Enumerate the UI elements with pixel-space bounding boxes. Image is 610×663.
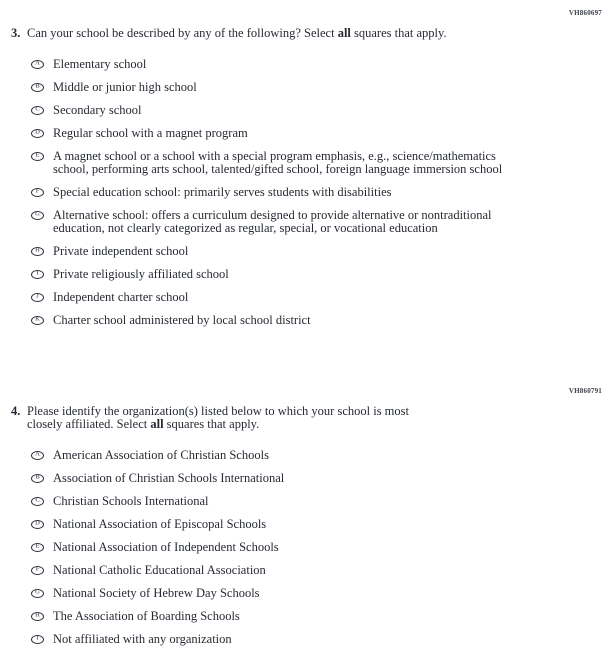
option-label-line: Middle or junior high school [53,79,197,94]
option-label-line: Secondary school [53,102,142,117]
question-form-id: VH860791 [568,386,602,395]
option-row [31,291,610,304]
option-label-line: A magnet school or a school with a special program emphasis, e.g., science/mathematics [53,148,496,163]
option-row [31,186,610,199]
option-row [31,633,610,646]
option-label-line: Special education school: primarily serves students with disabilities [53,184,392,199]
question-text-line [27,405,610,419]
oval-letter: K [35,315,40,323]
option-label-line: education, not clearly categorized as regular, special, or vocational education [53,220,438,235]
option-row [31,150,610,176]
option-row [31,449,610,462]
answer-oval-d[interactable] [31,129,44,138]
option-label [53,541,279,554]
oval-letter: C [35,105,40,113]
answer-oval-h[interactable] [31,247,44,256]
answer-oval-g[interactable] [31,589,44,598]
option-label-line: National Association of Independent Schools [53,539,279,554]
option-label-line: school, performing arts school, talented/gifted school, foreign language immersion school [53,161,503,176]
option-label [53,633,232,646]
answer-oval-a[interactable] [31,451,44,460]
oval-letter: B [35,82,40,90]
option-label [53,291,188,304]
option-row [31,127,610,140]
question-text-segment: all [150,417,164,431]
question-number: 3. [11,26,21,40]
option-label [53,127,248,140]
answer-oval-g[interactable] [31,211,44,220]
answer-oval-b[interactable] [31,474,44,483]
option-label [53,587,260,600]
option-label [53,314,311,327]
option-label-line: National Catholic Educational Association [53,562,266,577]
option-label-line: Regular school with a magnet program [53,125,248,140]
question-text-line [27,418,610,432]
answer-oval-f[interactable] [31,566,44,575]
option-label-line: The Association of Boarding Schools [53,608,240,623]
answer-oval-j[interactable] [31,293,44,302]
oval-letter: E [35,542,40,550]
option-row [31,58,610,71]
option-label [53,104,142,117]
option-label [53,610,240,623]
oval-letter: F [35,187,40,195]
question-header [11,405,610,432]
oval-letter: F [35,565,40,573]
option-label [53,518,266,531]
question-text-segment: Can your school be described by any of the following? Select [27,26,338,40]
option-label-line: Elementary school [53,56,147,71]
option-label-line: National Association of Episcopal Schools [53,516,267,531]
oval-letter: G [35,210,40,218]
answer-oval-k[interactable] [31,316,44,325]
option-label-line: Private independent school [53,243,189,258]
option-label [53,472,284,485]
option-label [53,268,229,281]
oval-letter: B [35,473,40,481]
option-label [53,564,266,577]
question-section-4 [0,327,610,646]
question-text-segment: all [337,26,351,40]
option-row [31,518,610,531]
answer-oval-f[interactable] [31,188,44,197]
option-label-line: Christian Schools International [53,493,209,508]
option-label-line: Association of Christian Schools International [53,470,285,485]
option-row [31,541,610,554]
question-text-segment: closely affiliated. Select [27,417,151,431]
question-text-segment: Please identify the organization(s) listed below to which your school is most [27,403,409,418]
option-row [31,472,610,485]
answer-oval-d[interactable] [31,520,44,529]
oval-letter: I [36,634,39,642]
option-label-line: Alternative school: offers a curriculum designed to provide alternative or nontraditional [53,207,492,222]
question-form-id: VH860697 [568,9,602,17]
option-label [53,449,269,462]
question-text [27,27,610,41]
option-label [53,209,492,235]
option-label-line: Independent charter school [53,289,189,304]
option-label [53,81,197,94]
option-label [53,186,391,199]
answer-oval-b[interactable] [31,83,44,92]
option-row [31,268,610,281]
question-text-segment: squares that apply. [350,26,447,40]
oval-letter: J [36,292,39,300]
oval-letter: C [35,496,40,504]
question-header [11,27,610,41]
option-row [31,209,610,235]
option-row [31,245,610,258]
option-label-line: Not affiliated with any organization [53,631,232,646]
oval-letter: H [35,246,40,254]
option-label-line: American Association of Christian Schools [53,447,269,462]
options-list [31,58,610,327]
answer-oval-c[interactable] [31,497,44,506]
answer-oval-h[interactable] [31,612,44,621]
option-label-line: Charter school administered by local school district [53,312,311,327]
oval-letter: H [35,611,40,619]
oval-letter: D [35,128,40,136]
question-section-3 [0,0,610,327]
option-label [53,150,502,176]
question-number: 4. [11,403,21,418]
oval-letter: I [36,269,39,277]
question-text-segment: squares that apply. [163,417,260,431]
option-label-line: Private religiously affiliated school [53,266,229,281]
oval-letter: A [35,59,40,67]
options-list [31,449,610,646]
option-label [53,495,209,508]
option-label [53,58,146,71]
oval-letter: G [35,588,40,596]
oval-letter: D [35,519,40,527]
option-label [53,245,188,258]
option-row [31,564,610,577]
option-row [31,587,610,600]
oval-letter: A [35,450,40,458]
option-row [31,314,610,327]
option-row [31,610,610,623]
answer-oval-i[interactable] [31,270,44,279]
answer-oval-i[interactable] [31,635,44,644]
option-label-line: National Society of Hebrew Day Schools [53,585,260,600]
oval-letter: E [35,151,40,159]
question-text [27,405,610,432]
answer-oval-a[interactable] [31,60,44,69]
option-row [31,495,610,508]
question-text-line [27,27,610,41]
option-row [31,81,610,94]
answer-oval-e[interactable] [31,152,44,161]
answer-oval-c[interactable] [31,106,44,115]
answer-oval-e[interactable] [31,543,44,552]
option-row [31,104,610,117]
